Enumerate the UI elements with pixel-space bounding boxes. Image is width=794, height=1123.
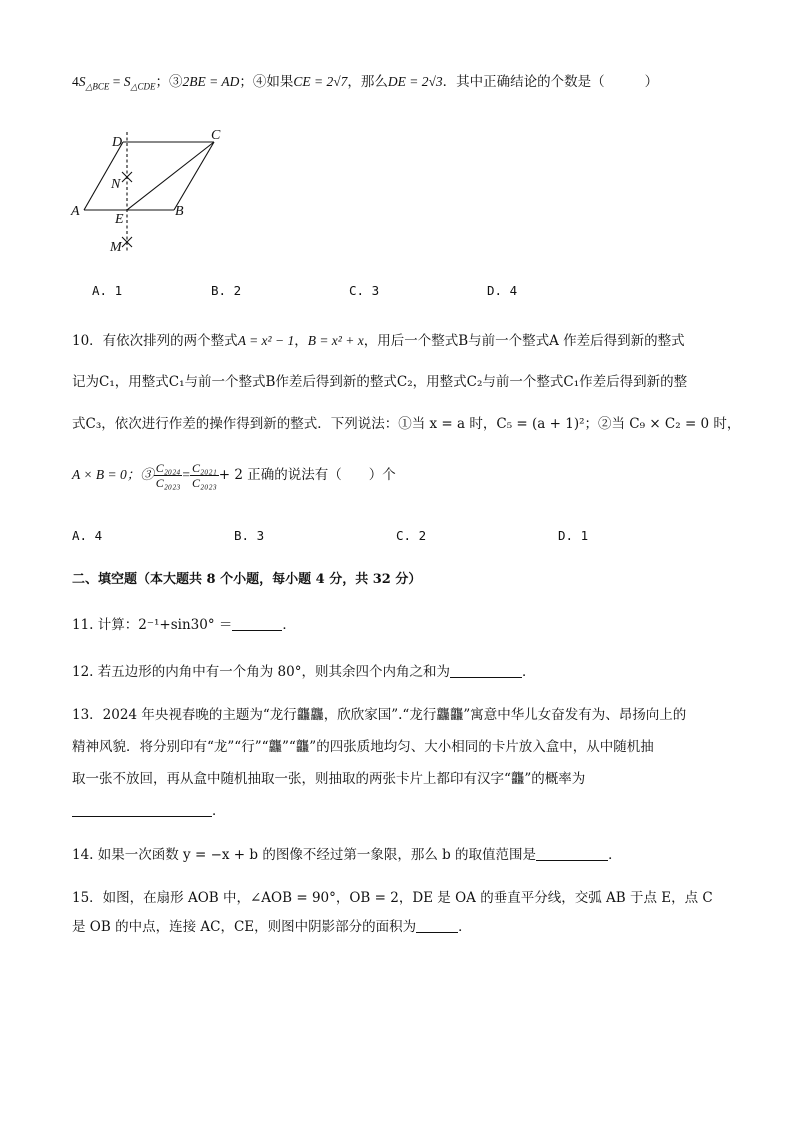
q11: 11. 计算：2⁻¹+sin30° ＝ ． [72, 617, 296, 633]
q10-option-d[interactable]: D. 1 [558, 528, 589, 543]
q15-line-1: 15．如图，在扇形 AOB 中，∠AOB = 90°，OB = 2，DE 是 OA 的垂直平分线，交弧 AB 于点 E，点 C [72, 890, 713, 906]
q9-option-a[interactable]: A. 1 [92, 283, 123, 298]
q14: 14. 如果一次函数 y = −x + b 的图像不经过第一象限，那么 b 的取值范围是 ． [72, 847, 622, 863]
q9-parallelogram-figure [66, 122, 236, 262]
q11-answer-blank[interactable] [232, 616, 282, 631]
q13-answer-blank[interactable] [72, 802, 212, 817]
q10-line-1: 10．有依次排列的两个整式A = x² − 1，B = x² + x，用后一个整式B与前一个整式A 作差后得到新的整式 [72, 333, 685, 349]
q10-option-c[interactable]: C. 2 [396, 528, 427, 543]
q15-line-2: 是 OB 的中点，连接 AC，CE，则图中阴影部分的面积为 ． [72, 919, 472, 935]
q10-line-2: 记为C₁，用整式C₁与前一个整式B作差后得到新的整式C₂，用整式C₂与前一个整式C₁作差后得到新的整 [72, 374, 688, 390]
q12-answer-blank[interactable] [450, 663, 522, 678]
q10-option-a[interactable]: A. 4 [72, 528, 103, 543]
q13-line-1: 13．2024 年央视春晚的主题为“龙行龘龘，欣欣家国”.“龙行龘龘”寓意中华儿女奋发有为、昂扬向上的 [72, 707, 687, 723]
q10-line-3: 式C₃，依次进行作差的操作得到新的整式．下列说法：①当 x = a 时，C₅ = (a + 1)²；②当 C₉ × C₂ = 0 时， [72, 416, 741, 432]
segment-AD [84, 142, 123, 210]
q9-option-d[interactable]: D. 4 [487, 283, 518, 298]
q10-line-4: A × B = 0；③ $\frac{\text{C₂₀₂₄}}{\text{C₂₀₂₃}}$ = $\frac{\text{C₂₀₂₁}}{\text{C₂₀₂₃}}$ + 2 正确的说法有（ ）个 [72, 460, 396, 490]
label-M: M [110, 240, 122, 255]
fraction-c2021-c2023: $\frac{\text{C₂₀₂₁}}{\text{C₂₀₂₃}}$ [192, 460, 217, 490]
q12: 12. 若五边形的内角中有一个角为 80°，则其余四个内角之和为 ． [72, 664, 536, 680]
fraction-c2024-c2023: $\frac{\text{C₂₀₂₄}}{\text{C₂₀₂₃}}$ [155, 460, 181, 490]
label-C: C [211, 128, 221, 143]
q13-line-3: 取一张不放回，再从盒中随机抽取一张，则抽取的两张卡片上都印有汉字“龘”的概率为 [72, 771, 586, 787]
q15-answer-blank[interactable] [416, 918, 458, 933]
label-B: B [175, 204, 184, 219]
segment-EC [127, 142, 214, 210]
q13-line-4: ． [72, 801, 226, 821]
q14-answer-blank[interactable] [536, 846, 608, 861]
q9-option-b[interactable]: B. 2 [211, 283, 242, 298]
segment-BC [174, 142, 214, 210]
q10-option-b[interactable]: B. 3 [234, 528, 265, 543]
label-N: N [111, 177, 121, 192]
section-2-title: 二、填空题（本大题共 8 个小题，每小题 4 分，共 32 分） [72, 572, 422, 587]
label-E: E [115, 212, 124, 227]
q9-option-c[interactable]: C. 3 [349, 283, 380, 298]
q9-statement-tail: $4S_{\triangle BCE} = S_{\triangle CDE}$；③2BE = AD；④如果CE = 2√7，那么DE = 2√3．其中正确结论的个数是（ ） [72, 74, 659, 92]
label-A: A [71, 204, 80, 219]
label-D: D [112, 135, 123, 150]
q13-line-2: 精神风貌．将分别印有“龙”“行”“龘”“龘”的四张质地均匀、大小相同的卡片放入盒中，从中随机抽 [72, 739, 654, 755]
